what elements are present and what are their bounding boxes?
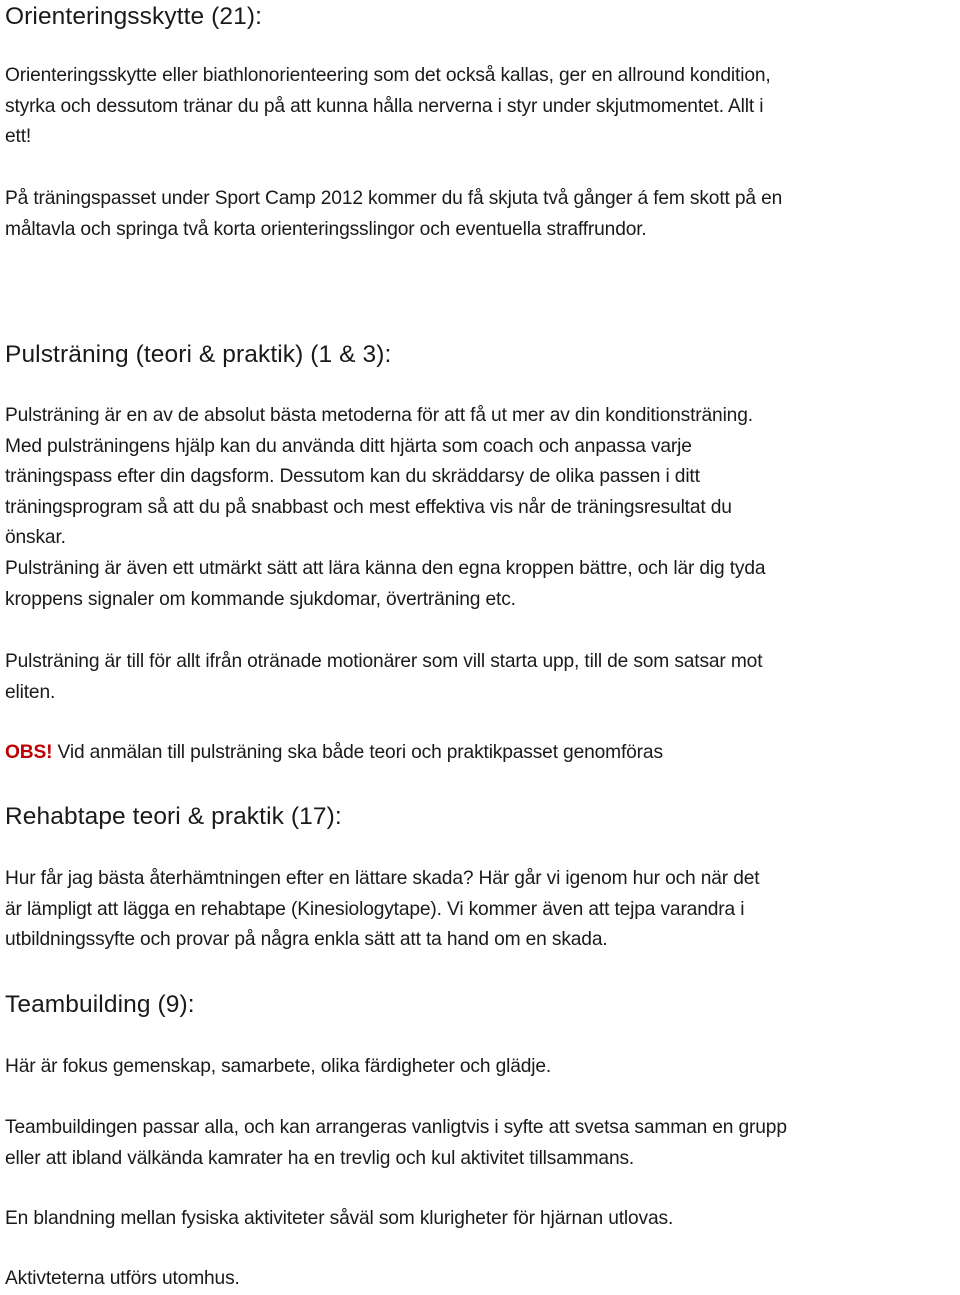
text-line: ett! [5, 126, 32, 148]
section-heading-pulstraning: Pulsträning (teori & praktik) (1 & 3): [5, 341, 392, 368]
text-line: Pulsträning är en av de absolut bästa metoderna för att få ut mer av din konditionsträning. [5, 405, 753, 426]
paragraph [5, 401, 957, 615]
paragraph [5, 1052, 957, 1083]
text-line: En blandning mellan fysiska aktiviteter såväl som klurigheter för hjärnan utlovas. [5, 1208, 674, 1229]
text-line: träningsprogram så att du på snabbast och mest effektiva vis når de träningsresultat du [5, 496, 732, 518]
text-line: Aktivteterna utförs utomhus. [5, 1268, 240, 1289]
text-line: eliten. [5, 681, 56, 703]
text-line: måltavla och springa två korta orienteringsslingor och eventuella straffrundor. [5, 218, 647, 240]
text-line: kroppens signaler om kommande sjukdomar, överträning etc. [5, 588, 516, 610]
section-heading-teambuilding: Teambuilding (9): [5, 991, 195, 1018]
text-line: är lämpligt att lägga en rehabtape (Kinesiologytape). Vi kommer även att tejpa varandra i [5, 898, 745, 920]
text-line: På träningspasset under Sport Camp 2012 kommer du få skjuta två gånger á fem skott på en [5, 188, 783, 209]
paragraph [5, 1264, 957, 1295]
text-line: Med pulsträningens hjälp kan du använda ditt hjärta som coach och anpassa varje [5, 435, 692, 457]
text-line: Pulsträning är även ett utmärkt sätt att lära känna den egna kroppen bättre, och lär dig tyda [5, 557, 766, 579]
obs-label: OBS! [5, 742, 53, 763]
text-line: Pulsträning är till för allt ifrån otränade motionärer som vill starta upp, till de som satsar mot [5, 651, 763, 672]
paragraph [5, 1113, 957, 1174]
section-heading-rehabtape: Rehabtape teori & praktik (17): [5, 803, 342, 830]
paragraph [5, 647, 957, 708]
text-line: Hur får jag bästa återhämtningen efter en lättare skada? Här går vi igenom hur och när det [5, 868, 760, 889]
paragraph [5, 184, 957, 245]
paragraph [5, 864, 957, 956]
text-line: Orienteringsskytte eller biathlonorienteering som det också kallas, ger en allround kondition, [5, 65, 771, 86]
text-line: styrka och dessutom tränar du på att kunna hålla nerverna i styr under skjutmomentet. Allt i [5, 95, 764, 117]
text-line: eller att ibland välkända kamrater ha en trevlig och kul aktivitet tillsammans. [5, 1147, 635, 1169]
text-line: Teambuildingen passar alla, och kan arrangeras vanligtvis i syfte att svetsa samman en grupp [5, 1117, 787, 1138]
paragraph [5, 61, 957, 153]
paragraph [5, 1204, 957, 1235]
text-line: utbildningssyfte och provar på några enkla sätt att ta hand om en skada. [5, 929, 608, 951]
obs-note [5, 738, 957, 769]
text-line [5, 738, 957, 769]
text-line: önskar. [5, 527, 66, 549]
text-line: träningspass efter din dagsform. Dessutom kan du skräddarsy de olika passen i ditt [5, 466, 700, 488]
section-heading-orienteringsskytte: Orienteringsskytte (21): [5, 3, 263, 30]
obs-text: Vid anmälan till pulsträning ska både teori och praktikpasset genomföras [52, 742, 663, 763]
text-line: Här är fokus gemenskap, samarbete, olika färdigheter och glädje. [5, 1056, 552, 1077]
